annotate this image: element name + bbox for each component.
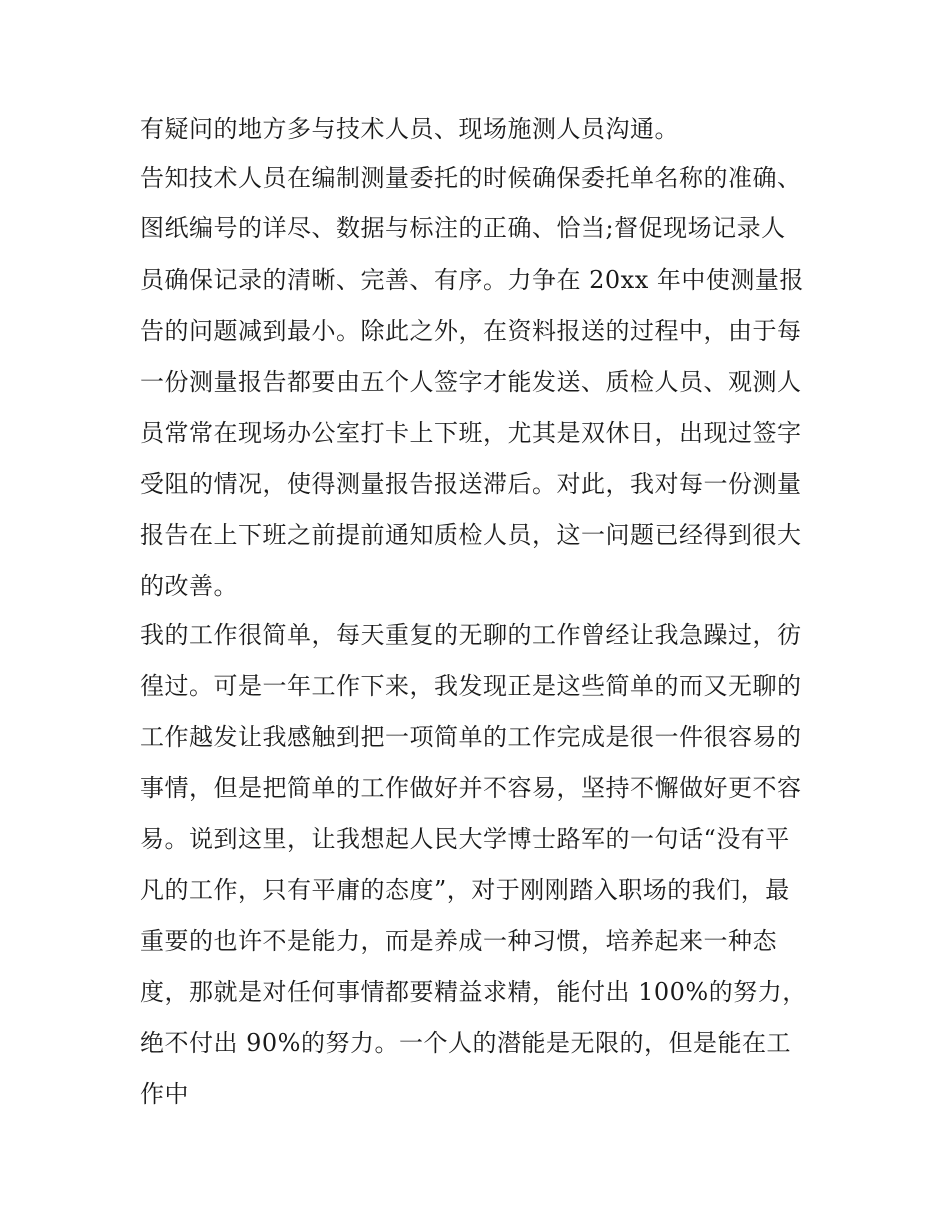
text-line: 告知技术人员在编制测量委托的时候确保委托单名称的准确、: [140, 164, 802, 192]
text-line: 易。说到这里，让我想起人民大学博士路军的一句话“没有平: [140, 825, 790, 853]
text-line: 事情，但是把简单的工作做好并不容易，坚持不懈做好更不容: [140, 774, 802, 802]
text-line: 受阻的情况，使得测量报告报送滞后。对此，我对每一份测量: [140, 470, 802, 498]
text-line: 员确保记录的清晰、完善、有序。力争在 20xx 年中使测量报: [140, 266, 804, 294]
text-line: 一份测量报告都要由五个人签字才能发送、质检人员、观测人: [140, 368, 802, 396]
text-line: 的改善。: [140, 572, 238, 600]
text-line: 度，那就是对任何事情都要精益求精，能付出 100%的努力，: [140, 978, 807, 1006]
text-line: 报告在上下班之前提前通知质检人员，这一问题已经得到很大: [140, 521, 802, 549]
text-line: 绝不付出 90%的努力。一个人的潜能是无限的，但是能在工: [140, 1029, 791, 1057]
text-line: 我的工作很简单，每天重复的无聊的工作曾经让我急躁过，彷: [140, 621, 802, 649]
text-line: 工作越发让我感触到把一项简单的工作完成是很一件很容易的: [140, 723, 802, 751]
text-line: 告的问题减到最小。除此之外，在资料报送的过程中，由于每: [140, 317, 802, 345]
text-line: 徨过。可是一年工作下来，我发现正是这些简单的而又无聊的: [140, 672, 802, 700]
text-line: 凡的工作，只有平庸的态度”，对于刚刚踏入职场的我们，最: [140, 876, 790, 904]
text-line: 员常常在现场办公室打卡上下班，尤其是双休日，出现过签字: [140, 419, 802, 447]
text-line: 图纸编号的详尽、数据与标注的正确、恰当;督促现场记录人: [140, 214, 786, 242]
text-line: 作中: [140, 1080, 189, 1108]
text-line: 重要的也许不是能力，而是养成一种习惯，培养起来一种态: [140, 927, 777, 955]
text-line: 有疑问的地方多与技术人员、现场施测人员沟通。: [140, 115, 679, 143]
